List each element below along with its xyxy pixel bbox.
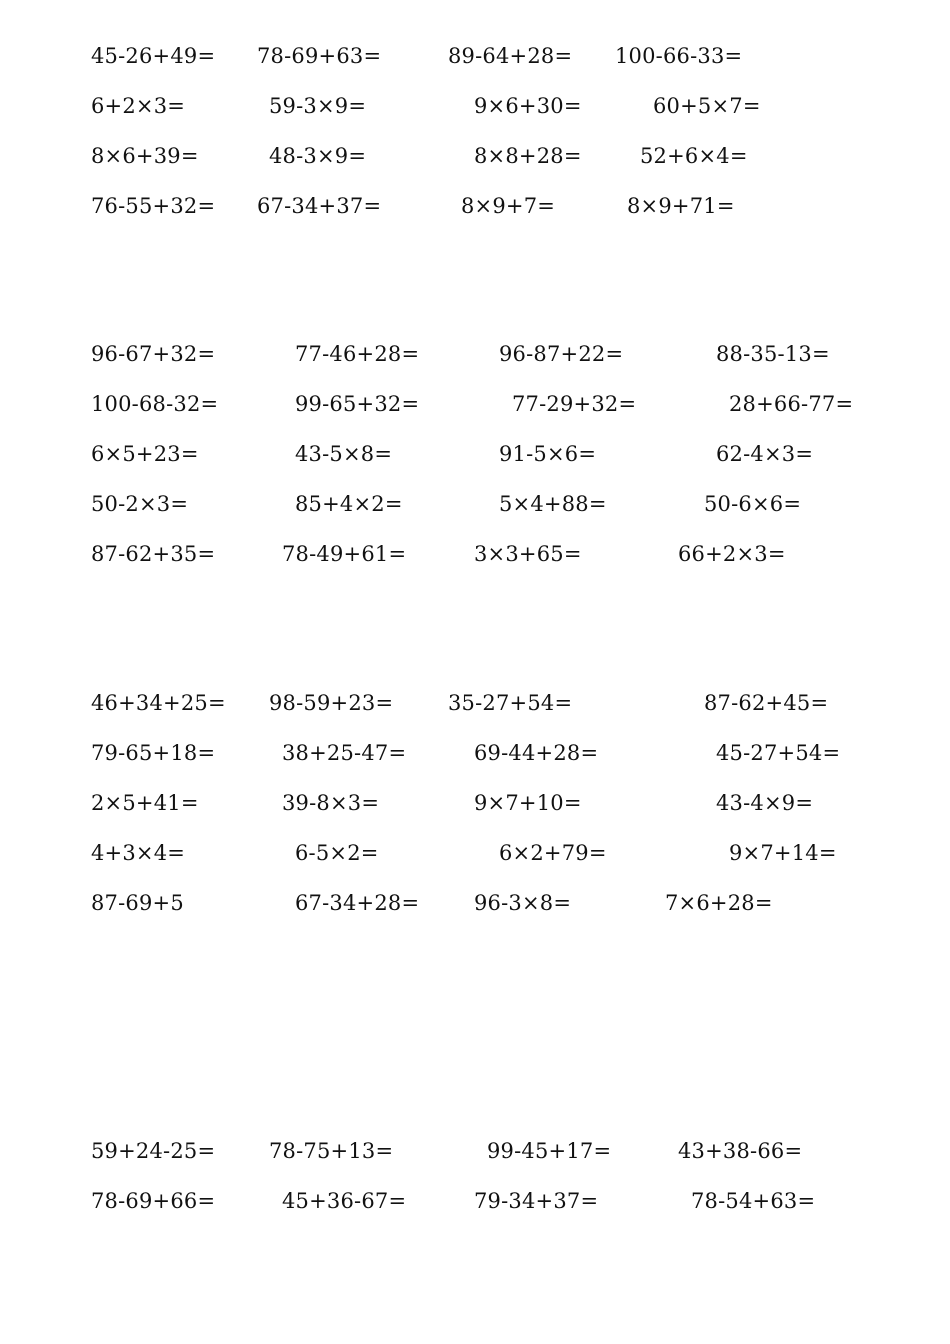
math-problem: 78-75+13= xyxy=(269,1139,394,1163)
math-problem: 28+66-77= xyxy=(729,392,854,416)
math-problem: 69-44+28= xyxy=(474,741,599,765)
math-problem: 99-45+17= xyxy=(487,1139,612,1163)
math-problem: 45-27+54= xyxy=(716,741,841,765)
math-problem: 96-67+32= xyxy=(91,342,216,366)
math-problem: 96-87+22= xyxy=(499,342,624,366)
math-problem: 39-8×3= xyxy=(282,791,380,815)
math-problem: 52+6×4= xyxy=(640,144,748,168)
problem-row xyxy=(0,539,950,569)
problem-row xyxy=(0,1186,950,1216)
math-problem: 60+5×7= xyxy=(653,94,761,118)
math-problem: 78-54+63= xyxy=(691,1189,816,1213)
math-problem: 99-65+32= xyxy=(295,392,420,416)
problem-row xyxy=(0,888,950,918)
math-problem: 6+2×3= xyxy=(91,94,186,118)
math-problem: 87-62+35= xyxy=(91,542,216,566)
math-problem: 6×2+79= xyxy=(499,841,607,865)
math-problem: 9×7+10= xyxy=(474,791,582,815)
problem-row xyxy=(0,788,950,818)
math-problem: 76-55+32= xyxy=(91,194,216,218)
math-problem: 96-3×8= xyxy=(474,891,572,915)
math-problem: 35-27+54= xyxy=(448,691,573,715)
math-problem: 9×6+30= xyxy=(474,94,582,118)
math-problem: 78-49+61= xyxy=(282,542,407,566)
math-problem: 77-46+28= xyxy=(295,342,420,366)
problem-row xyxy=(0,489,950,519)
math-problem: 87-69+5 xyxy=(91,891,184,915)
math-problem: 9×7+14= xyxy=(729,841,837,865)
math-problem: 45+36-67= xyxy=(282,1189,407,1213)
problem-row xyxy=(0,389,950,419)
math-problem: 38+25-47= xyxy=(282,741,407,765)
math-problem: 8×6+39= xyxy=(91,144,199,168)
math-problem: 98-59+23= xyxy=(269,691,394,715)
math-problem: 62-4×3= xyxy=(716,442,814,466)
problem-row xyxy=(0,91,950,121)
math-problem: 85+4×2= xyxy=(295,492,403,516)
math-problem: 59+24-25= xyxy=(91,1139,216,1163)
math-problem: 79-34+37= xyxy=(474,1189,599,1213)
math-problem: 4+3×4= xyxy=(91,841,186,865)
math-problem: 43+38-66= xyxy=(678,1139,803,1163)
math-problem: 77-29+32= xyxy=(512,392,637,416)
problem-row xyxy=(0,439,950,469)
math-problem: 48-3×9= xyxy=(269,144,367,168)
problem-row xyxy=(0,191,950,221)
math-problem: 88-35-13= xyxy=(716,342,830,366)
problem-row xyxy=(0,1136,950,1166)
math-problem: 89-64+28= xyxy=(448,44,573,68)
math-problem: 6-5×2= xyxy=(295,841,379,865)
math-problem: 79-65+18= xyxy=(91,741,216,765)
problem-row xyxy=(0,141,950,171)
math-problem: 6×5+23= xyxy=(91,442,199,466)
math-problem: 100-66-33= xyxy=(615,44,743,68)
math-problem: 45-26+49= xyxy=(91,44,216,68)
math-problem: 66+2×3= xyxy=(678,542,786,566)
math-problem: 59-3×9= xyxy=(269,94,367,118)
math-problem: 67-34+37= xyxy=(257,194,382,218)
math-problem: 100-68-32= xyxy=(91,392,219,416)
math-problem: 8×8+28= xyxy=(474,144,582,168)
math-problem: 43-5×8= xyxy=(295,442,393,466)
math-problem: 7×6+28= xyxy=(665,891,773,915)
math-problem: 50-2×3= xyxy=(91,492,189,516)
math-problem: 50-6×6= xyxy=(704,492,802,516)
problem-row xyxy=(0,339,950,369)
math-problem: 46+34+25= xyxy=(91,691,226,715)
math-problem: 8×9+7= xyxy=(461,194,556,218)
math-problem: 43-4×9= xyxy=(716,791,814,815)
problem-row xyxy=(0,838,950,868)
problem-row xyxy=(0,738,950,768)
math-problem: 91-5×6= xyxy=(499,442,597,466)
math-problem: 8×9+71= xyxy=(627,194,735,218)
math-problem: 78-69+66= xyxy=(91,1189,216,1213)
math-problem: 3×3+65= xyxy=(474,542,582,566)
problem-row xyxy=(0,688,950,718)
problem-row xyxy=(0,41,950,71)
math-problem: 5×4+88= xyxy=(499,492,607,516)
math-problem: 78-69+63= xyxy=(257,44,382,68)
math-problem: 87-62+45= xyxy=(704,691,829,715)
math-problem: 2×5+41= xyxy=(91,791,199,815)
math-problem: 67-34+28= xyxy=(295,891,420,915)
